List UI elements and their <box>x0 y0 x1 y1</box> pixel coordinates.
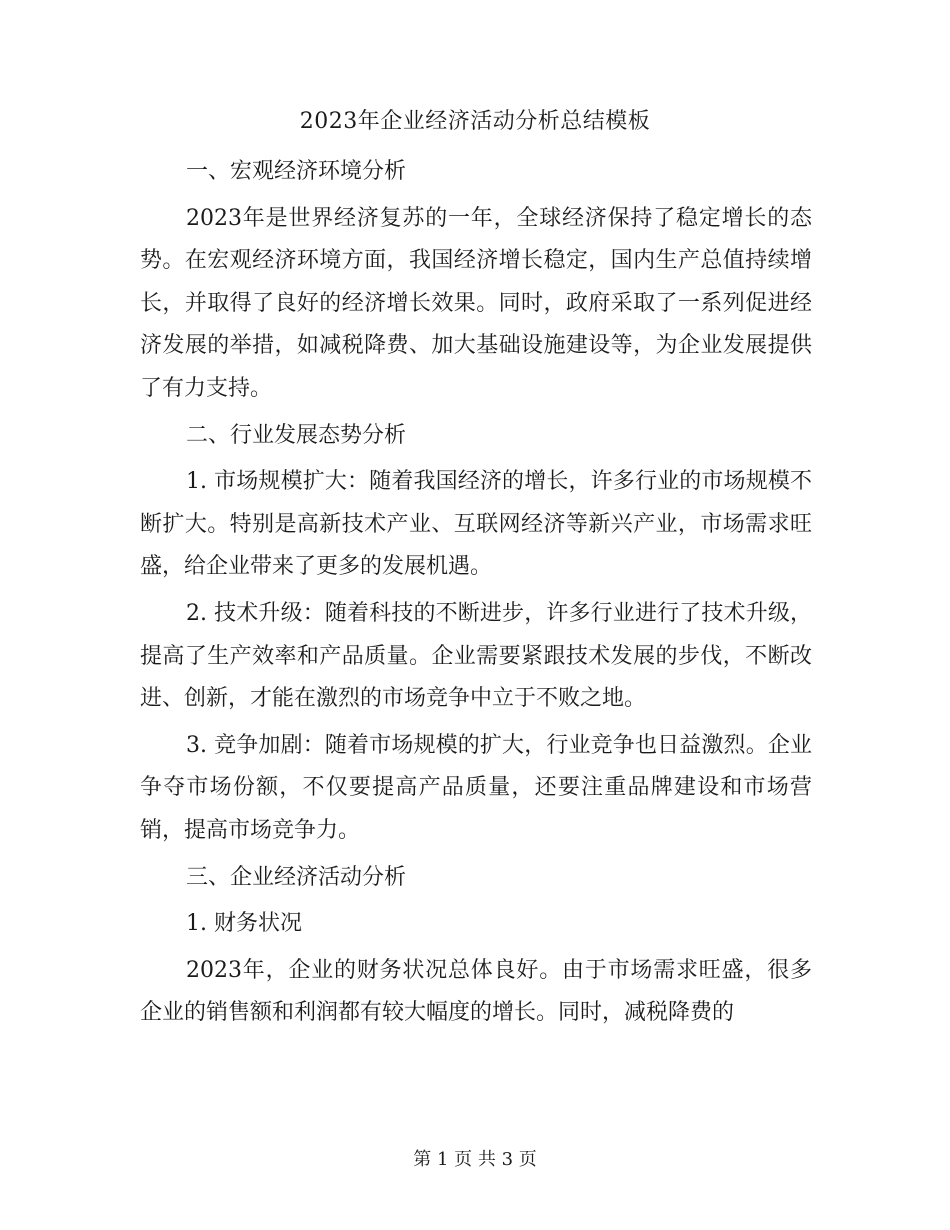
paragraph-tech-upgrade: 2. 技术升级：随着科技的不断进步，许多行业进行了技术升级，提高了生产效率和产品质量。企业需要紧跟技术发展的步伐，不断改进、创新，才能在激烈的市场竞争中立于不败之地。 <box>140 600 812 712</box>
paragraph-financial-status: 2023年，企业的财务状况总体良好。由于市场需求旺盛，很多企业的销售额和利润都有较大幅度的增长。同时，减税降费的 <box>140 957 812 1026</box>
paragraph-market-scale: 1. 市场规模扩大：随着我国经济的增长，许多行业的市场规模不断扩大。特别是高新技术产业、互联网经济等新兴产业，市场需求旺盛，给企业带来了更多的发展机遇。 <box>140 469 812 580</box>
document-body <box>140 151 812 1039</box>
section-heading-macro: 一、宏观经济环境分析 <box>186 159 407 184</box>
paragraph-competition: 3. 竞争加剧：随着市场规模的扩大，行业竞争也日益激烈。企业争夺市场份额，不仅要提高产品质量，还要注重品牌建设和市场营销，提高市场竞争力。 <box>140 732 812 843</box>
section-heading-industry: 二、行业发展态势分析 <box>186 422 407 448</box>
page-footer: 第 1 页 共 3 页 <box>413 1149 537 1170</box>
paragraph-macro-analysis: 2023年是世界经济复苏的一年，全球经济保持了稳定增长的态势。在宏观经济环境方面，我国经济增长稳定，国内生产总值持续增长，并取得了良好的经济增长效果。同时，政府采取了一系列促进经济发展的举措，如减税降费、加大基础设施建设等，为企业发展提供了有力支持。 <box>140 205 812 401</box>
subheading-financial: 1. 财务状况 <box>186 911 302 937</box>
document-title: 2023年企业经济活动分析总结模板 <box>299 109 651 134</box>
section-heading-enterprise: 三、企业经济活动分析 <box>186 864 407 890</box>
